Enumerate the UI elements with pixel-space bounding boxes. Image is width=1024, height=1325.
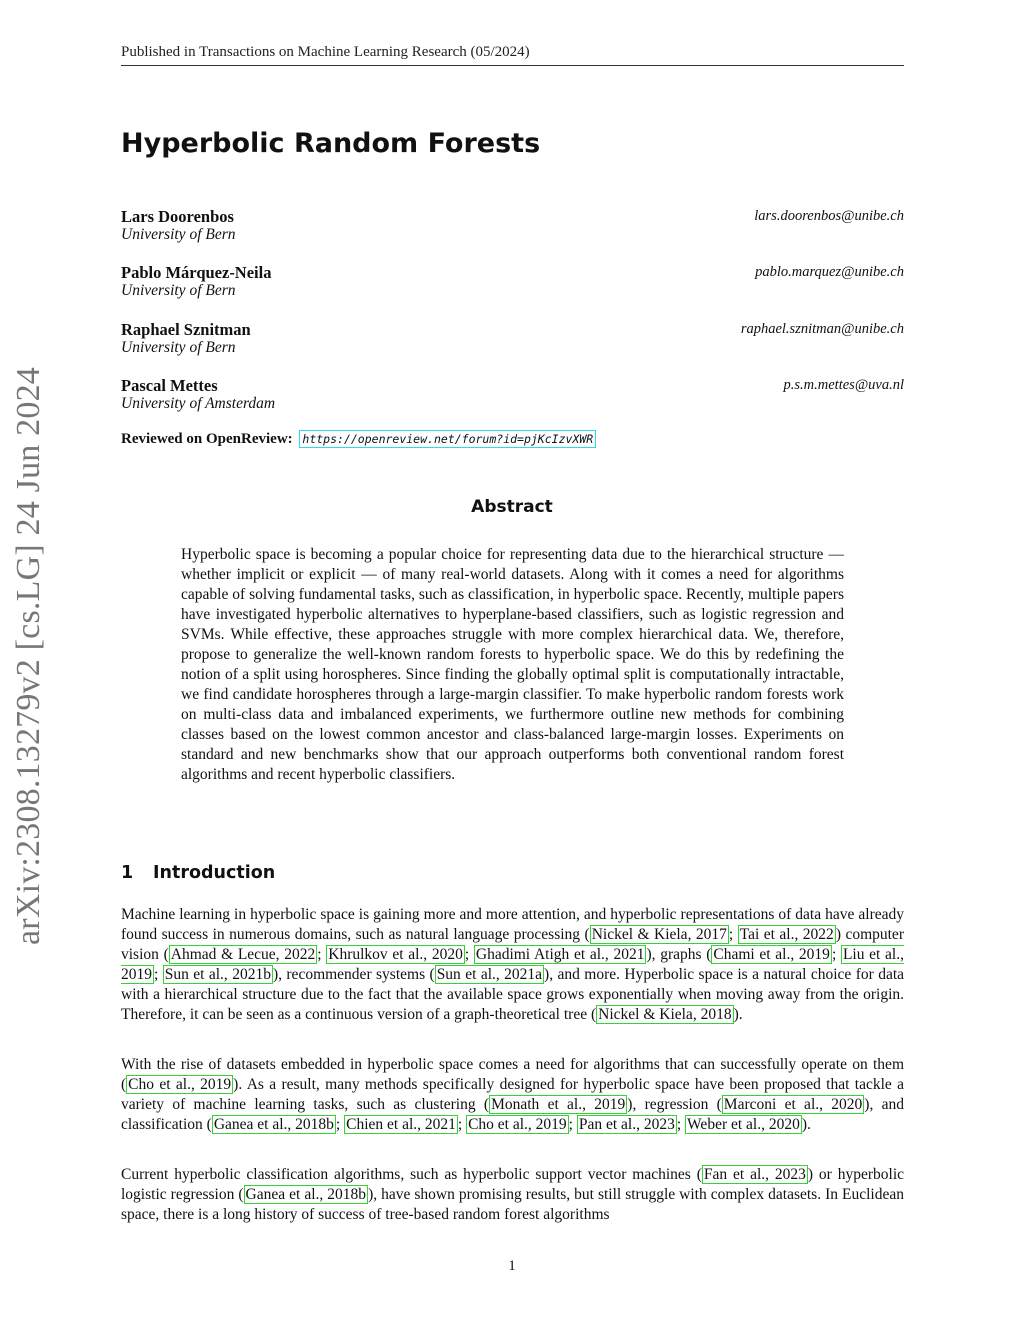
citation-link[interactable]: Liu et al., 2019 — [121, 946, 904, 983]
citation-link[interactable]: Ganea et al., 2018b — [213, 1116, 334, 1133]
author-name: Lars Doorenbos — [121, 207, 234, 226]
citation-link[interactable]: Sun et al., 2021a — [436, 966, 543, 983]
openreview-label: Reviewed on OpenReview: — [121, 431, 293, 447]
author-email: lars.doorenbos@unibe.ch — [754, 208, 904, 224]
citation-link[interactable]: Chami et al., 2019 — [713, 946, 830, 963]
abstract-text: Hyperbolic space is becoming a popular choice for representing data due to the hierarchical structure — whether implicit or explicit — of many real-world datasets. Along with it comes a need for algorithms capable of solving fundamental tasks, such as classification, in hyperbolic space. Recently, multiple papers have investigated hyperbolic alternatives to hyperplane-based classifiers, such as logistic regression and SVMs. While effective, these approaches struggle with more complex hierarchical data. We, therefore, propose to generalize the well-known random forests to hyperbolic space. We do this by redefining the notion of a split using horospheres. Since finding the globally optimal split is computationally intractable, we find candidate horospheres through a large-margin classifier. To make hyperbolic random forests work on multi-class data and imbalanced experiments, we furthermore outline new methods for combining classes based on the lowest common ancestor and class-balanced large-margin losses. Experiments on standard and new benchmarks show that our approach outperforms both conventional random forest algorithms and recent hyperbolic classifiers. — [181, 546, 844, 783]
citation-link[interactable]: Nickel & Kiela, 2018 — [598, 1006, 732, 1023]
running-head: Published in Transactions on Machine Learning Research (05/2024) — [121, 44, 904, 66]
author-affiliation: University of Bern — [121, 339, 236, 356]
author-email: p.s.m.mettes@uva.nl — [783, 377, 904, 393]
author-email: pablo.marquez@unibe.ch — [755, 264, 904, 280]
openreview-line — [121, 431, 596, 448]
citation-link[interactable]: Tai et al., 2022 — [739, 926, 834, 943]
paper-title: Hyperbolic Random Forests — [121, 128, 541, 159]
citation-link[interactable]: Ganea et al., 2018b — [245, 1186, 367, 1203]
citation-link[interactable]: Ahmad & Lecue, 2022 — [170, 946, 316, 963]
citation-link[interactable]: Cho et al., 2019 — [468, 1116, 567, 1133]
citation-link[interactable]: Ghadimi Atigh et al., 2021 — [475, 946, 645, 963]
section-number: 1 — [121, 863, 134, 883]
citation-link[interactable]: Marconi et al., 2020 — [723, 1096, 863, 1113]
author-email: raphael.sznitman@unibe.ch — [740, 321, 904, 337]
author-block — [121, 263, 904, 303]
intro-paragraph-1: Machine learning in hyperbolic space is gaining more and more attention, and hyperbolic representations of data have already found success in numerous domains, such as natural language processing ( Nickel & Kiela, 2017 ; Tai et al., 2022 ) computer vision ( Ahmad & Lecue, 2022 ; Khrulkov et al., 2020 ; Ghadimi Atigh et al., 2021 ), graphs ( Chami et al., 2019 ; Liu et al., 2019 ; Sun et al., 2021b ), recommender systems ( Sun et al., 2021a ), and more. Hyperbolic space is a natural choice for data with a hierarchical structure due to the fact that the available space grows exponentially when moving away from the origin. Therefore, it can be seen as a continuous version of a graph-theoretical tree ( Nickel & Kiela, 2018 ). — [121, 906, 905, 1023]
citation-link[interactable]: Chien et al., 2021 — [346, 1116, 456, 1133]
citation-link[interactable]: Weber et al., 2020 — [687, 1116, 800, 1133]
author-name: Pascal Mettes — [121, 376, 218, 395]
citation-link[interactable]: Fan et al., 2023 — [703, 1166, 806, 1183]
author-affiliation: University of Bern — [121, 226, 236, 243]
page-number: 1 — [508, 1258, 516, 1274]
author-affiliation: University of Bern — [121, 282, 236, 299]
section-heading — [121, 863, 275, 883]
openreview-link[interactable]: https://openreview.net/forum?id=pjKcIzvXWR — [299, 430, 596, 448]
abstract-heading: Abstract — [471, 497, 553, 517]
citation-link[interactable]: Monath et al., 2019 — [491, 1096, 626, 1113]
author-block — [121, 207, 904, 247]
author-name: Raphael Sznitman — [121, 320, 251, 339]
citation-link[interactable]: Khrulkov et al., 2020 — [328, 946, 463, 963]
citation-link[interactable]: Sun et al., 2021b — [164, 966, 271, 983]
intro-paragraph-2: With the rise of datasets embedded in hyperbolic space comes a need for algorithms that can successfully operate on them ( Cho et al., 2019 ). As a result, many methods specifically designed for hyperbolic space have been proposed that tackle a variety of machine learning tasks, such as clustering ( Monath et al., 2019 ), regression ( Marconi et al., 2020 ), and classification ( Ganea et al., 2018b ; Chien et al., 2021 ; Cho et al., 2019 ; Pan et al., 2023 ; Weber et al., 2020 ). — [121, 1056, 905, 1133]
citation-link[interactable]: Nickel & Kiela, 2017 — [591, 926, 727, 943]
section-title: Introduction — [153, 863, 276, 883]
arxiv-side-stamp: arXiv:2308.13279v2 [cs.LG] 24 Jun 2024 — [10, 367, 47, 945]
author-block — [121, 320, 904, 360]
citation-link[interactable]: Pan et al., 2023 — [578, 1116, 675, 1133]
intro-paragraph-3: Current hyperbolic classification algorithms, such as hyperbolic support vector machines ( Fan et al., 2023 ) or hyperbolic logistic regression ( Ganea et al., 2018b ), have shown promising results, but still struggle with complex datasets. In Euclidean space, there is a long history of success of tree-based random forest algorithms — [121, 1166, 904, 1223]
author-block — [121, 376, 904, 416]
citation-link[interactable]: Cho et al., 2019 — [128, 1076, 232, 1093]
author-name: Pablo Márquez-Neila — [121, 263, 272, 282]
author-affiliation: University of Amsterdam — [121, 395, 276, 412]
